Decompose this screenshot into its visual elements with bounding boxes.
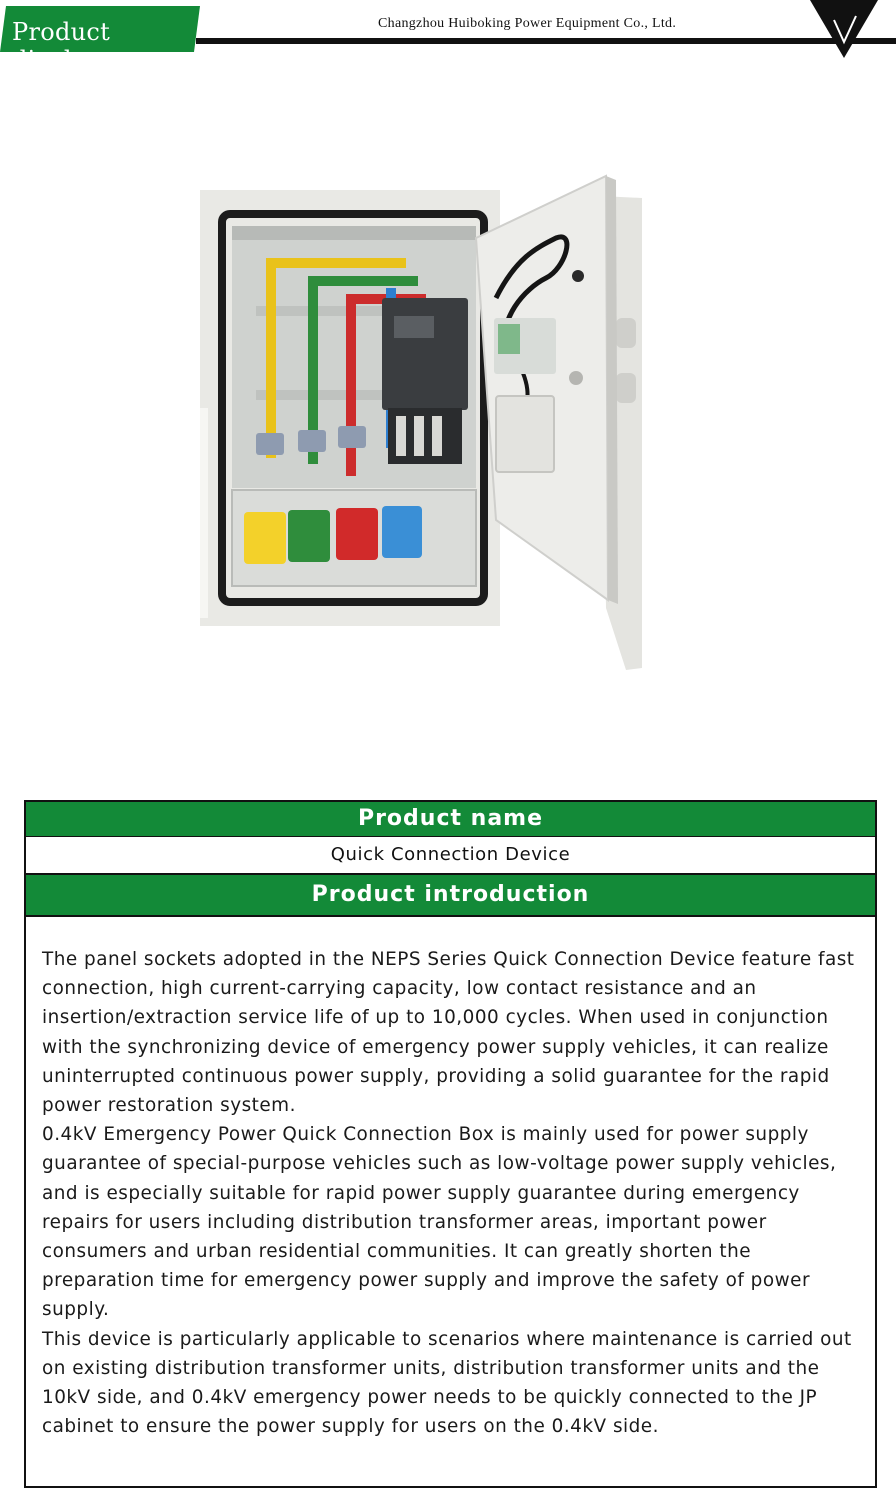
company-name: Changzhou Huiboking Power Equipment Co., Ltd.: [378, 16, 677, 31]
intro-paragraph: 0.4kV Emergency Power Quick Connection Box is mainly used for power supply guarantee of special-purpose vehicles such as low-voltage power supply vehicles, and is especially suitable for rapid power supply guarantee during emergency repairs for users including distribution transformer areas, important power consumers and urban residential communities. It can greatly shorten the preparation time for emergency power supply and improve the safety of power supply.: [42, 1124, 837, 1321]
intro-paragraph: The panel sockets adopted in the NEPS Series Quick Connection Device feature fast connection, high current-carrying capacity, low contact resistance and an insertion/extraction service life of up to 10,000 cycles. When used in conjunction with the synchronizing device of emergency power supply vehicles, it can realize uninterrupted continuous power supply, providing a solid guarantee for the rapid power restoration system.: [42, 949, 855, 1117]
product-name-heading: Product name: [26, 802, 875, 837]
product-info-table: [24, 800, 877, 1488]
product-image: [196, 168, 646, 676]
product-intro-heading: Product introduction: [26, 875, 875, 917]
intro-paragraph: This device is particularly applicable to scenarios where maintenance is carried out on existing distribution transformer units, distribution transformer units and the 10kV side, and 0.4kV emergency power needs to be quickly connected to the JP cabinet to ensure the power supply for users on the 0.4kV side.: [42, 1328, 852, 1438]
header-triangle-logo-icon: [810, 0, 878, 60]
product-intro-body: [26, 917, 875, 1441]
product-name-value: Quick Connection Device: [26, 837, 875, 875]
header-tab-label: Product display: [12, 18, 111, 74]
header-rule: [196, 38, 896, 44]
header-tab: [0, 6, 200, 74]
